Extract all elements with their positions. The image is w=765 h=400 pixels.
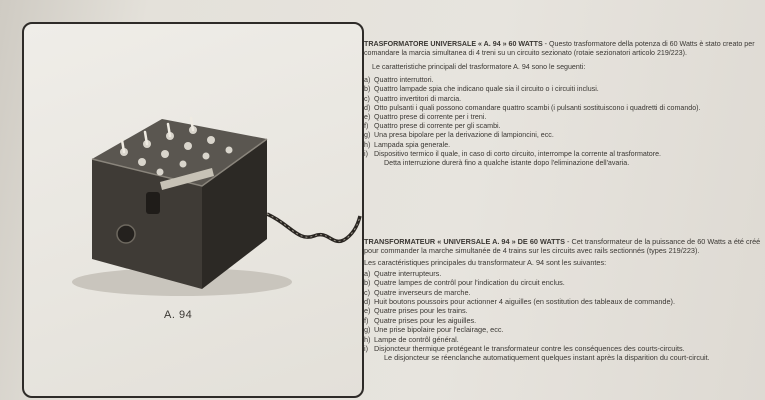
list-item: i) Dispositivo termico il quale, in caso di corto circuito, interrompe la corrente al trasformatore. (364, 149, 662, 158)
french-feature-list (364, 270, 764, 354)
french-intro-text: - Cet transformateur de la puissance de 60 Watts a été créé pour commander la marche simultanée de 4 trains sur les circuits avec rails sectionnés (types 219/223). (364, 237, 761, 255)
list-item: e) Quatre prises pour les trains. (364, 306, 468, 316)
french-note: Le disjoncteur se réenclanche automatiquement quelques instant après la disparition du court-circuit. (384, 353, 710, 363)
italian-section (364, 40, 764, 168)
list-item: g) Una presa bipolare per la derivazione di lampioncini, ecc. (364, 131, 554, 140)
italian-note: Detta interruzione durerà fino a qualche istante dopo l'eliminazione dell'avaria. (384, 158, 630, 167)
list-item: e) Quattro prese di corrente per i treni. (364, 112, 487, 121)
transformer-photo (62, 64, 362, 304)
italian-title: TRASFORMATORE UNIVERSALE « A. 94 » 60 WATTS (364, 40, 543, 48)
list-item: c) Quattro invertitori di marcia. (364, 94, 462, 103)
photo-frame (22, 22, 364, 398)
list-item: g) Une prise bipolaire pour l'eclairage, ecc. (364, 325, 504, 335)
list-item: a) Quatre interrupteurs. (364, 268, 442, 278)
list-item: i) Disjoncteur thermique protégeant le transformateur contre les conséquences des courts-circuits. (364, 343, 685, 353)
list-item: d) Otto pulsanti i quali possono comandare quattro scambi (i pulsanti sostituiscono i quadretti di comando). (364, 103, 701, 112)
french-title: TRANSFORMATEUR « UNIVERSALE A. 94 » DE 60 WATTS (364, 237, 565, 246)
list-item: f) Quatre prises pour les aiguilles. (364, 315, 477, 325)
french-subheading: Les caractéristiques principales du transformateur A. 94 sont les suivantes: (364, 257, 607, 267)
list-item: h) Lampe de contrôl général. (364, 334, 459, 344)
french-intro (364, 238, 764, 256)
list-item: f) Quattro prese di corrente per gli scambi. (364, 122, 501, 131)
list-item: h) Lampada spia generale. (364, 140, 451, 149)
list-item: c) Quatre inverseurs de marche. (364, 287, 471, 297)
photo-caption: A. 94 (164, 309, 193, 321)
italian-subheading: Le caratteristiche principali del trasformatore A. 94 sono le seguenti: (372, 63, 586, 72)
italian-intro-text: - Questo trasformatore della potenza di 60 Watts è stato creato per comandare la marcia simultanea di 4 treni su un circuito sezionato (rotaie sezionatori articolo 219/223). (364, 40, 755, 57)
italian-intro (364, 40, 764, 57)
list-item: b) Quatre lampes de contrôl pour l'indication du circuit enclus. (364, 278, 565, 288)
list-item: d) Huit boutons poussoirs pour actionner 4 aiguilles (en sostitution des tableaux de commande). (364, 296, 675, 306)
list-item: b) Quattro lampade spia che indicano quale sia il circuito o i circuiti inclusi. (364, 85, 599, 94)
italian-feature-list (364, 76, 764, 158)
list-item: a) Quattro interruttori. (364, 76, 434, 85)
french-section (364, 238, 764, 363)
